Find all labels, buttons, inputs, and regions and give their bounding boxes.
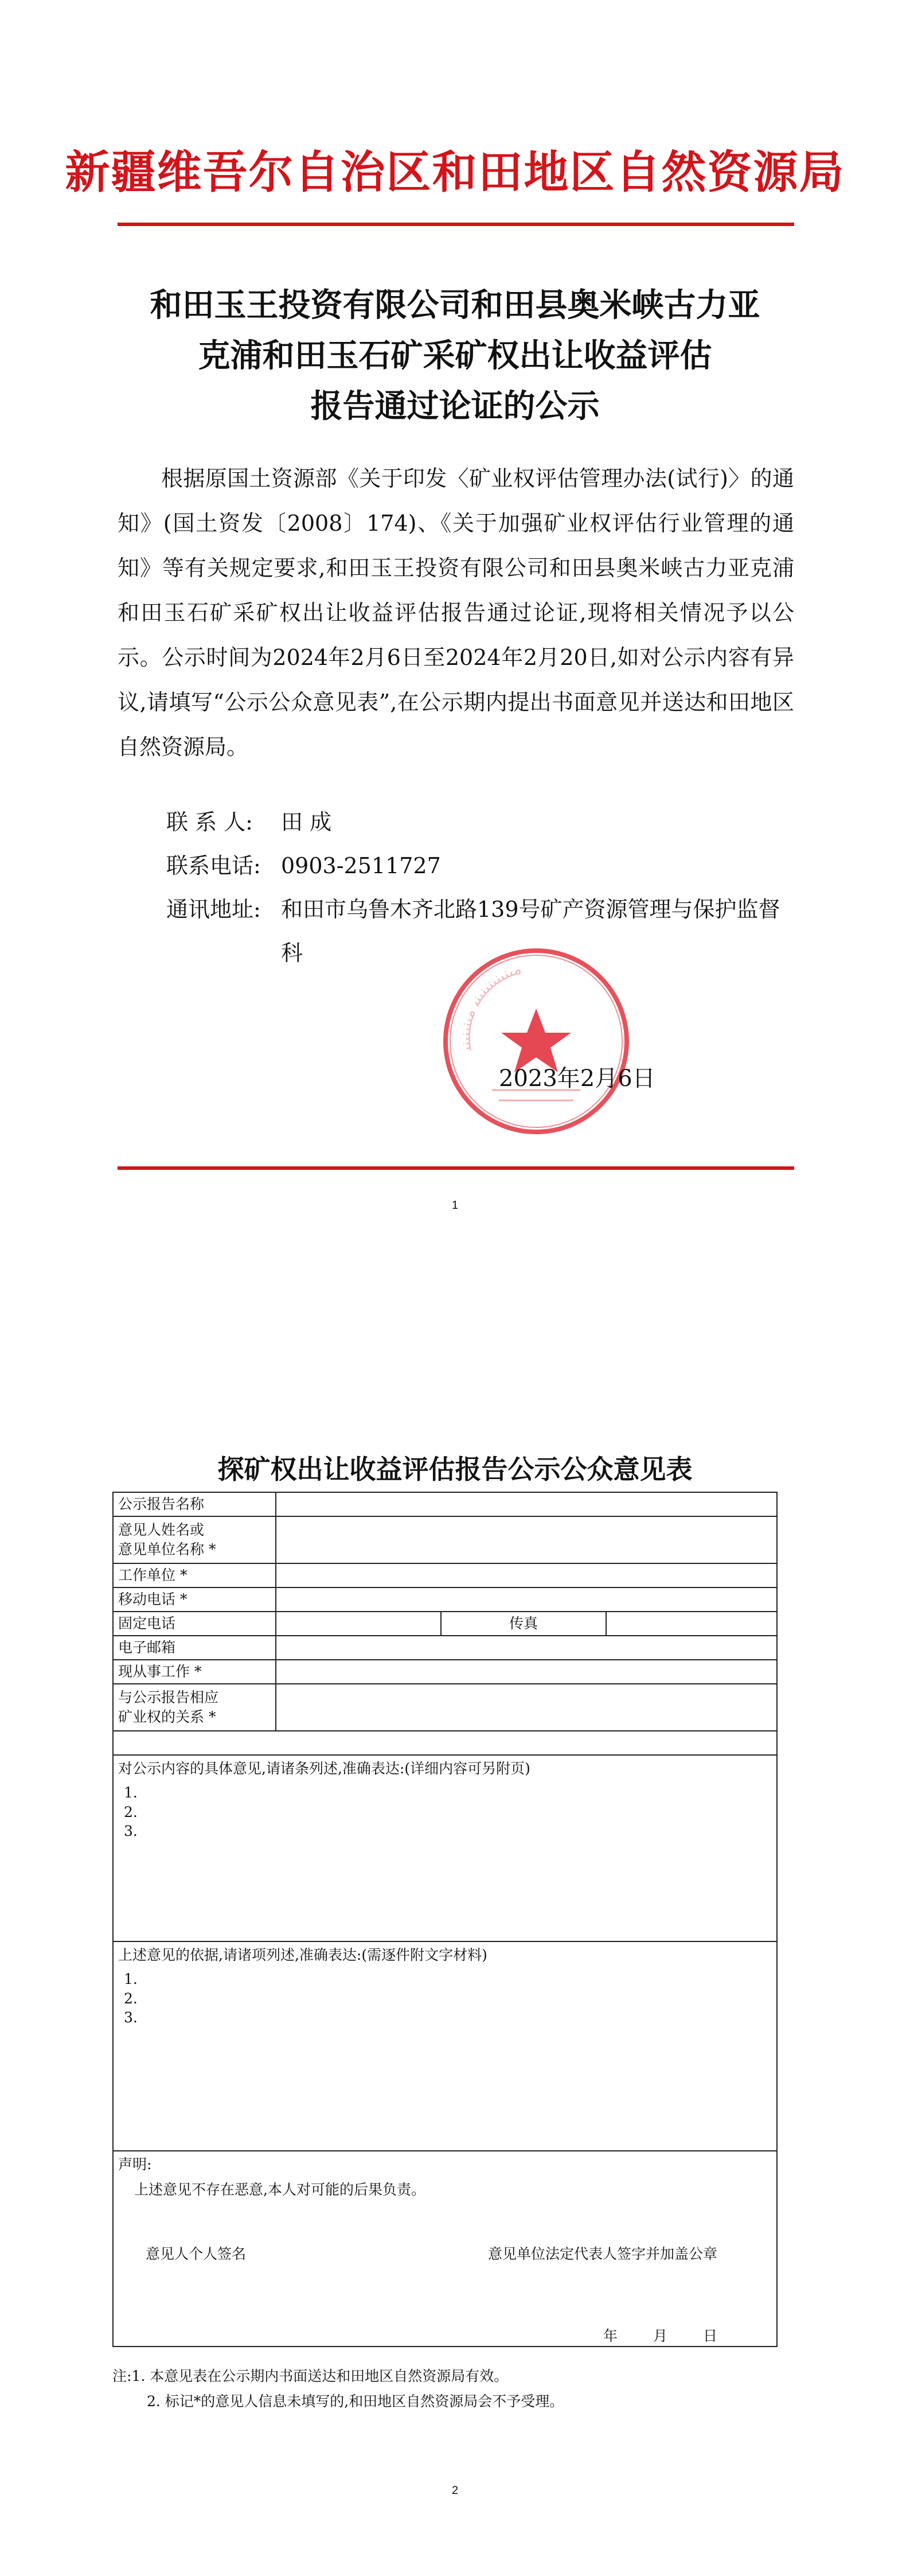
table-row bbox=[113, 1516, 777, 1563]
work-unit-field[interactable] bbox=[276, 1563, 777, 1587]
fax-field[interactable] bbox=[606, 1612, 777, 1636]
table-row bbox=[113, 1731, 777, 1755]
table-row bbox=[113, 1684, 777, 1731]
list-item: 2. bbox=[124, 1990, 138, 2007]
contact-label: 联系电话: bbox=[166, 853, 261, 878]
contact-value: 和田市乌鲁木齐北路139号矿产资源管理与保护监督科 bbox=[281, 897, 780, 966]
notice-title bbox=[0, 280, 910, 431]
signing-date: 2023年2月6日 bbox=[499, 1065, 655, 1092]
opinion-form-page bbox=[0, 1285, 910, 2576]
email-field[interactable] bbox=[276, 1636, 777, 1660]
page-number: 2 bbox=[451, 2484, 459, 2497]
list-item: 2. bbox=[124, 1803, 138, 1820]
contact-label: 通讯地址: bbox=[166, 897, 261, 922]
form-title: 探矿权出让收益评估报告公示公众意见表 bbox=[217, 1454, 693, 1485]
header-red-rule bbox=[118, 223, 794, 226]
landline-field[interactable] bbox=[276, 1612, 441, 1636]
occupation-label: 现从事工作 * bbox=[113, 1660, 276, 1684]
table-row bbox=[113, 1492, 777, 1516]
person-name-label bbox=[113, 1516, 276, 1563]
month-label: 月 bbox=[653, 2328, 667, 2345]
occupation-field[interactable] bbox=[276, 1660, 777, 1684]
date-row bbox=[118, 2326, 772, 2346]
landline-label: 固定电话 bbox=[113, 1612, 276, 1636]
table-row bbox=[113, 1563, 777, 1587]
relation-field[interactable] bbox=[276, 1684, 777, 1731]
declaration-field[interactable] bbox=[113, 2151, 777, 2347]
fax-label: 传真 bbox=[441, 1612, 606, 1636]
list-item: 3. bbox=[124, 1823, 138, 1840]
opinion-form-table bbox=[112, 1492, 778, 2347]
table-row bbox=[113, 1587, 777, 1612]
opinion-field[interactable] bbox=[113, 1755, 777, 1941]
page-number: 1 bbox=[451, 1199, 459, 1212]
issuing-authority-title: 新疆维吾尔自治区和田地区自然资源局 bbox=[65, 146, 845, 199]
table-row bbox=[113, 1636, 777, 1660]
contact-value: 0903-2511727 bbox=[281, 853, 441, 878]
basis-field[interactable] bbox=[113, 1941, 777, 2151]
mobile-label: 移动电话 * bbox=[113, 1587, 276, 1612]
opinion-lead: 对公示内容的具体意见,请诸条列述,准确表达:(详细内容可另附页) bbox=[118, 1760, 530, 1777]
relation-label bbox=[113, 1684, 276, 1731]
table-row bbox=[113, 1941, 777, 2151]
email-label: 电子邮箱 bbox=[113, 1636, 276, 1660]
personal-signature-label: 意见人个人签名 bbox=[146, 2245, 247, 2262]
list-item: 1. bbox=[124, 1970, 138, 1987]
table-row bbox=[113, 1755, 777, 1941]
svg-text:ﻣﯩﻨﯩﻨﯩﻨﯩﻨﯩﻨﯩ ﻣﯩﻨﯩﻨﯩﻨﯩ: ﻣﯩﻨﯩﻨﯩﻨﯩﻨﯩﻨﯩ ﻣﯩﻨﯩﻨﯩﻨﯩ bbox=[456, 960, 524, 1052]
footer-red-rule bbox=[118, 1166, 794, 1170]
declaration-heading: 声明: bbox=[118, 2156, 152, 2173]
contact-phone-row bbox=[166, 844, 797, 888]
work-unit-label: 工作单位 * bbox=[113, 1563, 276, 1587]
contact-person-row bbox=[166, 800, 797, 844]
notice-body: 根据原国土资源部《关于印发〈矿业权评估管理办法(试行)〉的通知》(国土资发〔2008〕174)、《关于加强矿业权评估行业管理的通知》等有关规定要求,和田玉王投资有限公司和田县奥米峡古力亚克浦和田玉石矿采矿权出让收益评估报告通过论证,现将相关情况予以公示。公示时间为2024年2月6日至2024年2月20日,如对公示内容有异议,请填写“公示公众意见表”,在公示期内提出书面意见并送达和田地区自然资源局。 bbox=[118, 466, 794, 760]
note-item: 注:1. 本意见表在公示期内书面送达和田地区自然资源局有效。 bbox=[112, 2368, 509, 2384]
label-line: 意见人姓名或 bbox=[118, 1522, 205, 1539]
notice-title-line: 克浦和田玉石矿采矿权出让收益评估 bbox=[198, 337, 712, 375]
year-label: 年 bbox=[603, 2328, 618, 2345]
official-seal-icon bbox=[442, 947, 631, 1136]
contact-label: 联 系 人: bbox=[166, 810, 253, 835]
contact-value: 田 成 bbox=[281, 810, 332, 835]
basis-lead: 上述意见的依据,请诸项列述,准确表达:(需逐件附文字材料) bbox=[118, 1947, 487, 1963]
day-label: 日 bbox=[702, 2328, 717, 2345]
report-name-field[interactable] bbox=[276, 1492, 777, 1516]
notice-title-line: 报告通过论证的公示 bbox=[310, 387, 600, 425]
table-row bbox=[113, 2151, 777, 2347]
signature-row bbox=[118, 2244, 772, 2264]
label-line: 意见单位名称 * bbox=[118, 1541, 216, 1558]
table-row bbox=[113, 1612, 777, 1636]
declaration-body: 上述意见不存在恶意,本人对可能的后果负责。 bbox=[134, 2181, 425, 2198]
report-name-label: 公示报告名称 bbox=[113, 1492, 276, 1516]
form-notes bbox=[112, 2364, 564, 2414]
list-item: 1. bbox=[124, 1784, 138, 1801]
notice-page bbox=[0, 0, 910, 1285]
label-line: 与公示报告相应 bbox=[118, 1689, 219, 1706]
label-line: 矿业权的关系 * bbox=[118, 1709, 216, 1725]
notice-title-line: 和田玉王投资有限公司和田县奥米峡古力亚 bbox=[150, 286, 760, 324]
person-name-field[interactable] bbox=[276, 1516, 777, 1563]
mobile-field[interactable] bbox=[276, 1587, 777, 1612]
spacer-row bbox=[113, 1731, 777, 1755]
list-item: 3. bbox=[124, 2009, 138, 2026]
note-item: 2. 标记*的意见人信息未填写的,和田地区自然资源局会不予受理。 bbox=[147, 2393, 564, 2410]
table-row bbox=[113, 1660, 777, 1684]
unit-signature-label: 意见单位法定代表人签字并加盖公章 bbox=[487, 2245, 717, 2262]
